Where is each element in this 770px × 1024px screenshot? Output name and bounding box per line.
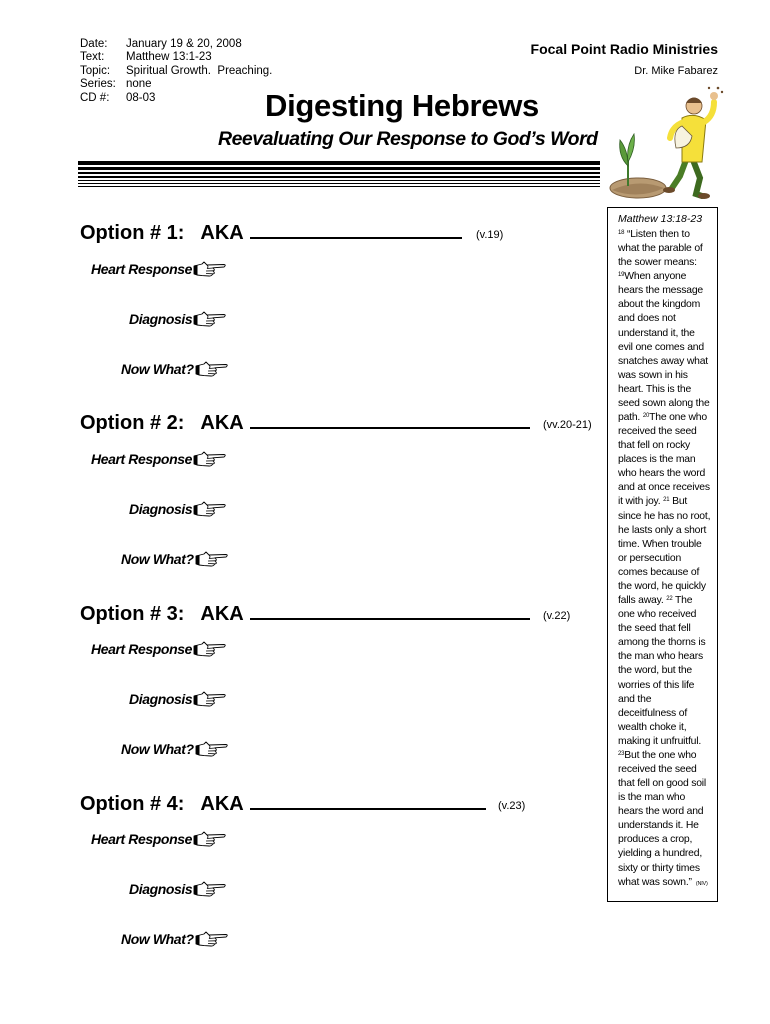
verse-number: 20 [642,413,650,420]
pointing-hand-icon [193,260,227,277]
sower-scattering-seed-icon [598,82,726,206]
option-3-heading: Option # 3: AKA [80,601,530,626]
option-3-ref: (v.22) [543,610,571,622]
option-2-heading: Option # 2: AKA [80,410,530,435]
verse-number: 21 [663,497,670,504]
option-3-diagnosis: Diagnosis [129,690,227,707]
option-1-now-what: Now What? [121,360,229,377]
meta-topic: Topic: Spiritual Growth. Preaching. [80,64,273,77]
verse-number: 23 [618,750,625,757]
pointing-hand-icon [193,500,227,517]
pointing-hand-icon [195,930,229,947]
option-2-now-what: Now What? [121,550,229,567]
pointing-hand-icon [193,880,227,897]
pointing-hand-icon [193,640,227,657]
option-2-ref: (vv.20-21) [543,419,592,431]
option-4-heart-response: Heart Response [91,830,227,847]
option-3-blank[interactable] [250,601,530,620]
meta-series: Series: none [80,78,152,91]
meta-text: Text: Matthew 13:1-23 [80,51,212,64]
meta-cd: CD #: 08-03 [80,91,156,104]
meta-date: Date: January 19 & 20, 2008 [80,38,242,50]
scripture-sidebar [607,207,718,902]
option-4-ref: (v.23) [498,800,526,812]
verse-number: 22 [666,596,673,603]
bible-version: (NIV) [695,880,708,887]
option-4-heading: Option # 4: AKA [80,791,486,816]
pointing-hand-icon [193,830,227,847]
page-title: Digesting Hebrews [265,88,539,123]
option-1-blank[interactable] [250,220,462,239]
option-2-blank[interactable] [250,410,530,429]
pointing-hand-icon [195,740,229,757]
option-2-heart-response: Heart Response [91,450,227,467]
scripture-text: $^{18}$ “Listen then to what the parable of the sower means: $^{19}$When anyone hears the message about the kingdom and does not understand it, the evil one comes and snatches away what was sown in his heart. This is the seed sown along the path. $^{20}$The one who received the seed that fell on rocky places is the man who hears the word and at once receives it with joy. $^{21}$ But since he has no root, he lasts only a short time. When trouble or persecution comes because of the word, he quickly falls away. $^{22}$ The one who received the seed that fell among the thorns is the man who hears the word, but the worries of this life and the deceitfulness of wealth choke it, making it unfruitful. $^{23}$But the one who received the seed that fell on good soil is the man who hears the word and understands it. He produces a crop, yielding a hundred, sixty or thirty times what was sown.” (NIV) [618,229,711,888]
pointing-hand-icon [195,550,229,567]
option-4-diagnosis: Diagnosis [129,880,227,897]
option-3-heart-response: Heart Response [91,640,227,657]
option-1-heart-response: Heart Response [91,260,227,277]
option-4-now-what: Now What? [121,930,229,947]
option-4-blank[interactable] [250,791,486,810]
ministry-name: Focal Point Radio Ministries [530,41,718,57]
verse-number: 19 [618,272,625,279]
header-rule [78,161,600,187]
scripture-reference: Matthew 13:18-23 [618,213,703,225]
option-1-diagnosis: Diagnosis [129,310,227,327]
verse-number: 18 [618,230,625,236]
pointing-hand-icon [193,690,227,707]
option-3-now-what: Now What? [121,740,229,757]
option-1-heading: Option # 1: AKA [80,220,462,245]
option-2-diagnosis: Diagnosis [129,500,227,517]
option-1-ref: (v.19) [476,229,504,241]
pointing-hand-icon [195,360,229,377]
pointing-hand-icon [193,450,227,467]
page-subtitle: Reevaluating Our Response to God’s Word [218,128,598,150]
pastor-name: Dr. Mike Fabarez [634,65,718,77]
pointing-hand-icon [193,310,227,327]
sermon-info [80,38,272,105]
